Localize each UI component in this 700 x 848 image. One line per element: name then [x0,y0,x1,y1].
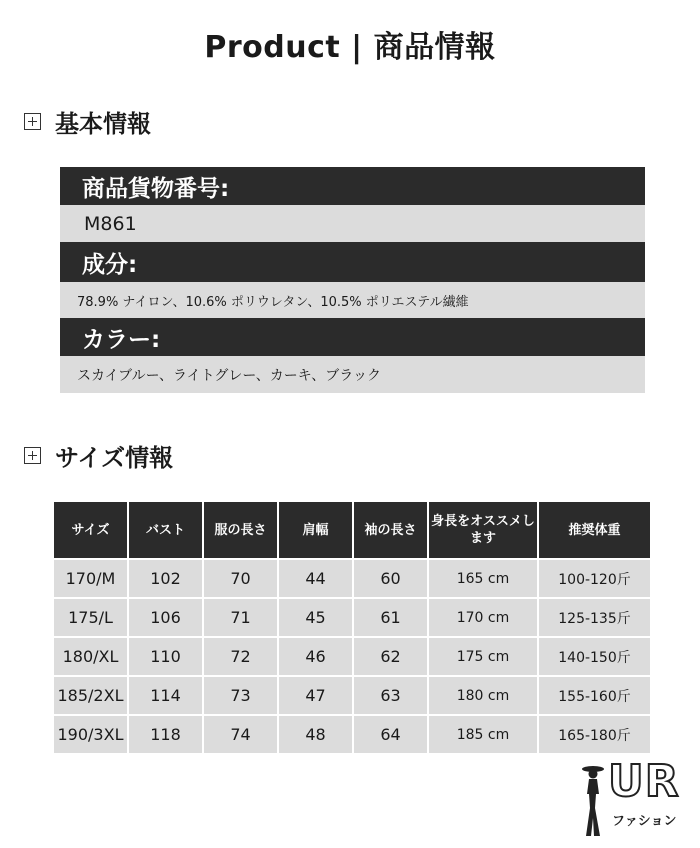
table-cell: 140-150斤 [539,638,650,675]
color-value: スカイブルー、ライトグレー、カーキ、ブラック [60,356,645,393]
table-cell: 61 [354,599,427,636]
table-cell: 165-180斤 [539,716,650,753]
table-row [54,716,650,753]
section-size-info[interactable] [24,438,173,473]
material-value: 78.9% ナイロン、10.6% ポリウレタン、10.5% ポリエステル繊維 [60,282,645,318]
basic-info-block [60,167,645,393]
table-cell: 64 [354,716,427,753]
table-cell: 48 [279,716,352,753]
table-row [54,677,650,714]
table-header-row [54,502,650,558]
table-cell: 60 [354,560,427,597]
logo-text: UR [608,756,680,807]
table-header: 肩幅 [279,502,352,558]
table-cell: 63 [354,677,427,714]
table-header: 袖の長さ [354,502,427,558]
table-cell: 70 [204,560,277,597]
expand-plus-icon[interactable] [24,447,41,464]
table-row [54,599,650,636]
table-cell: 46 [279,638,352,675]
table-cell: 74 [204,716,277,753]
table-header: バスト [129,502,202,558]
table-cell: 47 [279,677,352,714]
material-label: 成分: [60,242,645,282]
table-cell: 125-135斤 [539,599,650,636]
table-cell: 102 [129,560,202,597]
table-cell: 175 cm [429,638,537,675]
table-cell: 45 [279,599,352,636]
table-cell: 114 [129,677,202,714]
table-cell: 185/2XL [54,677,127,714]
table-cell: 165 cm [429,560,537,597]
table-header: サイズ [54,502,127,558]
table-cell: 180 cm [429,677,537,714]
table-cell: 110 [129,638,202,675]
table-cell: 118 [129,716,202,753]
table-cell: 100-120斤 [539,560,650,597]
table-cell: 71 [204,599,277,636]
product-number-value: M861 [60,205,645,242]
table-header: 身長をオススメします [429,502,537,558]
section-basic-info-label: 基本情報 [55,110,151,138]
table-cell: 62 [354,638,427,675]
table-row [54,638,650,675]
table-cell: 72 [204,638,277,675]
table-cell: 185 cm [429,716,537,753]
table-cell: 175/L [54,599,127,636]
product-number-label: 商品貨物番号: [60,167,645,205]
figure-icon [578,760,612,840]
color-label: カラー: [60,318,645,356]
table-cell: 190/3XL [54,716,127,753]
table-header: 服の長さ [204,502,277,558]
size-table [52,500,652,755]
table-cell: 106 [129,599,202,636]
table-cell: 44 [279,560,352,597]
table-header: 推奨体重 [539,502,650,558]
table-cell: 180/XL [54,638,127,675]
expand-plus-icon[interactable] [24,113,41,130]
page-title: Product | 商品情報 [204,30,496,65]
table-cell: 170/M [54,560,127,597]
section-size-info-label: サイズ情報 [55,444,174,472]
section-basic-info[interactable] [24,104,151,139]
table-cell: 73 [204,677,277,714]
table-cell: 155-160斤 [539,677,650,714]
brand-logo [578,756,690,840]
logo-subtext: ファション [612,814,677,829]
table-row [54,560,650,597]
table-cell: 170 cm [429,599,537,636]
